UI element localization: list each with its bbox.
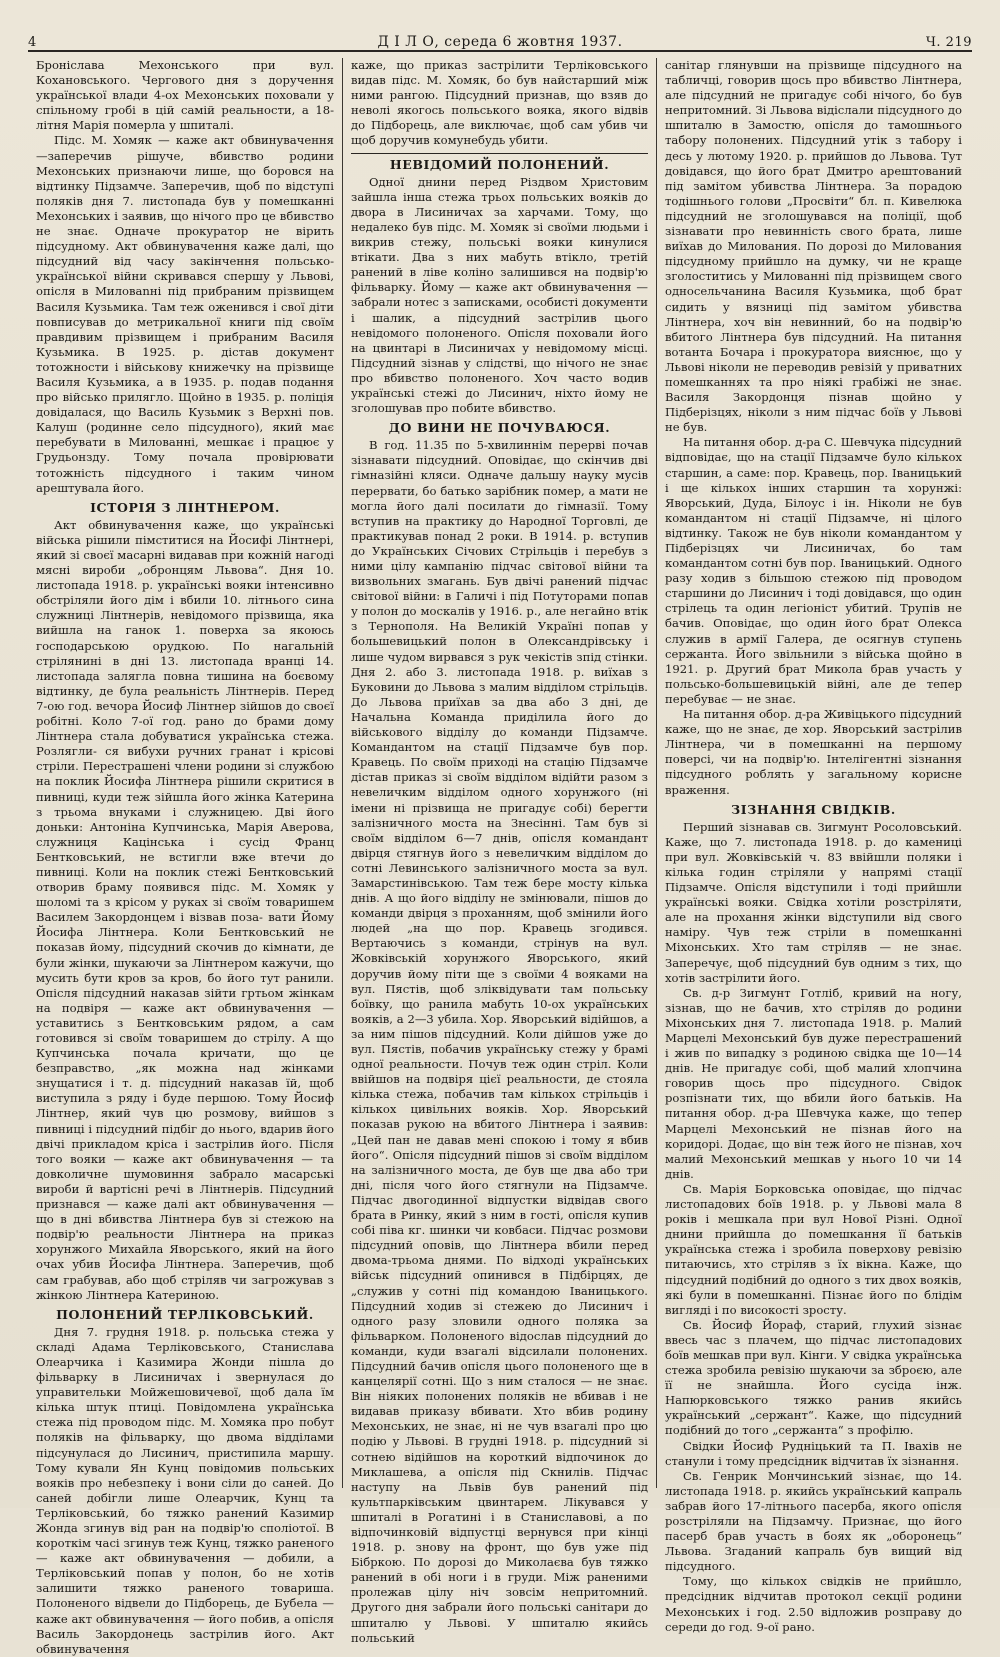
paragraph: В год. 11.35 по 5-хвилиннім перерві почав зізнавати підсудний. Оповідає, що скінчив дві гімназійні кляси. Одначе дальшу науку мусів перервати, бо батько зарібник помер, а мати не могла його далі посилати до гімназії. Тому вступив на практику до Народної Торговлі, де практикував понад 2 роки. В 1914. р. вступив до Українських Січових Стрільців і перебув з ними цілу кампанію підчас світової війни та визвольних змагань. Був двічі ранений підчас світової війни: в Галичі і під Потуторами попав у полон до москалів у 1916. р., але негайно втік з Тернополя. На Великій Україні попав у большевицький полон в Олександрівську і лише чудом вирвався з рук чекістів зпід стінки. Дня 2. або 3. листопада 1918. р. виїхав з Буковини до Львова з малим відділом стрільців. До Львова приїхав за два або 3 дні, де Начальна Команда приділила його до військового відділу до команди Підзамче. Командантом на стації Підзамче був пор. Кравець. По своїм приході на стацію Підзамче дістав приказ зі своїм відділом відійти разом з невеличким відділом одного хорунжого (ні імени ні прізвища не пригадує собі) берегти залізничного моста на Знесінні. Там був зі своїм відділом 6—7 днів, опісля командант двірця стягнув його з невеличким відділом до сотні Левинського залізничного моста за вул. Замарстинівською. Там теж бере мосту кілька днів. А що його відділу не змінювали, пішов до команди двірця з проханням, щоб змінили його людей „на що пор. Кравець згодився. Вертаючись з команди, стрінув на вул. Жовківській хорунжого Яворського, який доручив йому піти ще з своїми 4 вояками на вул. Пястів, щоб зліквідувати там польську боївку, що ранила мабуть 10-ох українських вояків, а 2—3 убила. Хор. Яворський відійшов, а за ним пішов підсудний. Коли дійшов уже до вул. Пястів, побачив українську стежу у брамі одної реальности. Почув теж один стріл. Коли ввійшов на подвіря цієї реальности, де стояла кілька стежа, побачив там кількох стрільців і кількох цивільних вояків. Хор. Яворський показав рукою на вбитого Лінтнера і заявив: „Цей пан не давав мені спокою і тому я вбив його“. Опісля підсудний пішов зі своїм відділом на залізничного моста, де був ще два або три дні, після чого його стягнули на Підзамче. Підчас двогодинної відпустки відвідав свого брата в Ринку, який з ним в гості, опісля купив собі піва кг. шинки чи ковбаси. Підчас розмови підсудний оповів, що Лінтнера вбили перед двома-трьома днями. По відході українських військ підсудний опинився в Підбірцях, де „служив у сотні під командою Іваницького. Підсудний ходив зі стежею до Лисинич і одного разу зловили одного поляка за фільварком. Полоненого відослав підсудний до команди, куди взагалі відсилали полонених. Підсудний бачив опісля цього полоненого ще в канцелярії сотні. Що з ним сталося — не знає. Він ніяких полонених поляків не вбивав і не видавав приказу вбивати. Хто вбив родину Мехонських, не знає, ні не чув взагалі про цю подію у Львові. В грудні 1918. р. підсудний зі сотнею відійшов на короткий відпочинок до Миклашева, а опісля під Скнилів. Підчас наступу на Львів був ранений під культпарківським цвинтарем. Лікувався у шпиталі в Рогатині і в Станиславові, а по відпочинковій відпустці вернувся при кінці 1918. р. знову на фронт, що був уже під Бібркою. По дорозі до Миколаєва був тяжко ранений в обі ноги і в груди. Між раненими пролежав цілу ніч зовсім непритомний. Другого дня забрали його польські санітари до шпиталю у Львові. У шпиталю якийсь польський — [351, 438, 648, 1645]
paragraph: Св. Марія Борковська оповідає, що підчас листопадових боїв 1918. р. у Львові мала 8 років і мешкала при вул Нової Різні. Одної днини прийшла до помешкання її батьків українська стежа і зробила поверхову ревізію питаючись, хто стріляв з їх вікна. Каже, що підсудний подібний до одного з тих двох вояків, які були в помешканні. Пізнає його по блідім вигляді і по високості зросту. — [665, 1181, 962, 1317]
paragraph: Перший зізнавав св. Зигмунт Росоловський. Каже, що 7. листопада 1918. р. до камениці при вул. Жовківській ч. 83 ввійшли поляки і кілька годин стріляли у напрямі стації Підзамче. Опісля відступили і тоді прийшли українські вояки. Свідка хотіли розстріляти, але на прохання жінки відступили від свого наміру. Чув теж стріли в помешканні Міхонських. Хто там стріляв — не знає. Заперечує, щоб підсудний був одним з тих, що хотів застрілити його. — [665, 819, 962, 985]
paragraph: санітар глянувши на прізвище підсудного на табличці, говорив щось про вбивство Лінтнера, але підсудний не пригадує собі нічого, бо був непритомний. Зі Львова відіслали підсудного до шпиталю в Замостю, опісля до тамошнього табору полонених. Підсудний утік з табору і десь у лютому 1920. р. прийшов до Львова. Тут довідався, що його брат Дмитро арештований під замітом убивства Лінтнера. За порадою тодішнього голови „Просвіти“ бл. п. Кивелюка підсудний не зголошувався на поліції, щоб зізнавати про невинність свого брата, лише виїхав до Милования. По дорозі до Милования підсудному прийшло на думку, чи не краще зголоститись у Милованні під прізвищем свого односельчанина Василя Кузьмика, щоб брат сидить у вязниці під замітом убивства Лінтнера, хоч він невинний, бо на подвір'ю вбитого Лінтнера був підсудний. На питання вотанта Бочара і прокуратора вияснює, що у Львові ніколи не переводив ревізій у приватних помешканнях та про ніякі грабіжі не знає. Василя Закордонця пізнав щойно у Підберізцях, ніколи з ним підчас боїв у Львові не був. — [665, 58, 962, 435]
column-2 — [342, 58, 656, 1645]
paragraph: Св. д-р Зигмунт Готліб, кривий на ногу, зізнав, що не бачив, хто стріляв до родини Міхонських дня 7. листопада 1918. р. Малий Марцелі Мехонський був дуже перестрашений і жив по випадку з родиною свідка ще 10—14 днів. Не пригадує собі, щоб малий хлопчина говорив щось про підсудного. Свідок розпізнати тих, що вбили його батьків. На питання обор. д-ра Шевчука каже, що тепер Марцелі Мехонський не пізнав його на коридорі. Додає, що він теж його не пізнав, хоч малий Мехонський мешкав у нього 10 чи 14 днів. — [665, 985, 962, 1181]
paragraph: Дня 7. грудня 1918. р. польська стежа у складі Адама Терліковського, Станислава Олеарчика і Казимира Жонди пішла до фільварку в Лисиничах і звернулася до управительки Мойжешовичевої, щоб дала їм кілька штук птиці. Повідомлена українська стежа під проводом підс. М. Хомяка про побут поляків на фільварку, що двома відділами підсунулася до Лисинич, пристипила маршу. Тому кували Ян Кунц повідомив польських вояків про небезпеку і вони сіли до саней. До саней добігли лише Олеарчик, Кунц та Терліковський, бо тяжко ранений Казимир Жонда згинув від ран на подвір'ю споліотої. В короткім часі згинув теж Кунц, тяжко раненого — каже акт обвинувачення — добили, а Терліковський попав у полон, бо не хотів залишити тяжко раненого товариша. Полоненого відвели до Підборець, де Бубела — каже акт обвинувачення — його побив, а опісля Василь Закордонець застрілив його. Акт обвинувачення — [36, 1324, 334, 1656]
section-heading: ЗІЗНАННЯ СВІДКІВ. — [731, 801, 896, 817]
paragraph: На питання обор. д-ра С. Шевчука підсудний відповідає, що на стації Підзамче було кількох старшин, а саме: пор. Кравець, пор. Іваницький і ще кількох інших старшин та хорунжі: Яворський, Дуда, Білоус і ін. Ніколи не був командантом ні стації Підзамче, ні цілого відтинку. Також не був ніколи командантом у Підберізцях чи Лисиничах, бо там командантом сотні був пор. Іваницький. Одного разу ходив з більшою стежою під проводом старшини до Лисинич і тоді довідався, що один стрілець та один легіоніст убитий. Трупів не бачив. Оповідає, що один його брат Олекса служив в армії Галера, де осягнув ступень сержанта. Його звільнили з війська щойно в 1921. р. Другий брат Микола брав участь у польсько-большевицькій війні, але де тепер перебуває — не знає. — [665, 435, 962, 706]
paragraph: Св. Генрик Мончинський зізнає, що 14. листопада 1918. р. якийсь український капраль забрав його 17-літнього пасерба, якого опісля розстріляли на Підзамчу. Признає, що його пасерб брав участь в боях як „оборонець“ Львова. Згаданий капраль був вищий від підсудного. — [665, 1468, 962, 1574]
paragraph: Св. Йосиф Йораф, старий, глухий зізнає ввесь час з плачем, що підчас листопадових боїв мешкав при вул. Кінги. У свідка українська стежа зробила ревізію шукаючи за зброєю, але її не знайшла. Його сусіда інж. Напюрковського тяжко ранив якийсь український „сержант“. Каже, що підсудний подібний до того „сержанта“ з профілю. — [665, 1317, 962, 1438]
page-number: 4 — [28, 35, 37, 50]
paragraph: Броніслава Мехонського при вул. Кохановського. Чергового дня з доручення української влади 4-ох Мехонських поховали у спільному гробі в цій самій реальности, а 18-літня Марія померла у шпиталі. — [36, 58, 334, 133]
section-heading: ІСТОРІЯ З ЛІНТНЕРОМ. — [90, 499, 280, 515]
paragraph: каже, що приказ застрілити Терліковського видав підс. М. Хомяк, бо був найстарший між ними рангою. Підсудний признав, що взяв до неволі якогось польського вояка, якого відвів до Підборець, але виключає, щоб сам убив чи щоб доручив комунебудь убити. — [351, 58, 648, 148]
paragraph: Акт обвинувачення каже, що українські війська рішили пімститися на Йосифі Лінтнері, який зі своєї масарні видавав при кожній нагоді мясні вироби „обронцям Львова“. Дня 10. листопада 1918. р. українські вояки інтенсивно обстріляли його дім і вбили 10. літнього сина служниці Лінтнерів, невідомого прізвища, яка вийшла на ганок 1. поверха за якоюсь господарською орудкою. По нагальній стрілянині в дні 13. листопада вранці 14. листопада залягла повна тишина на боєвому відтинку, де була реальність Лінтнерів. Перед 7-ою год. вечора Йосиф Лінтнер зійшов до своєї робітні. Коло 7-ої год. рано до брами дому Лінтнера стала добуватися українська стежа. Розлягли- ся вибухи ручних гранат і крісові стріли. Перестрашені члени родини зі службою на поклик Йосифа Лінтнера рішили скритися в пивниці, куди теж зійшла його жінка Катерина з трьома внуками і служницею. Дві його доньки: Антоніна Купчинська, Марія Аверова, служниця Кацінська і сусід Франц Бентковський, не встигли вже втечи до пивниці. Коли на поклик стежі Бентковський отворив браму появився підс. М. Хомяк у шоломі та з крісом у руках зі своїм товаришем Василем Закордонцем і візвав поза- вати Йому Йосифа Лінтнера. Коли Бентковський не показав йому, підсудний скочив до кімнати, де були жінки, шукаючи за Лінтнером кажучи, що мусить бути кров за кров, бо його тут ранили. Опісля підсудний наказав зійти гртьом жінкам на подвіря — каже акт обвинувачення — уставитись з Бентковським рядом, а сам готовився зі своїм товаришем до стрілу. А що Купчинська почала кричати, що це безправство, „як можна над жінками знущатися і т. д. підсудний наказав їй, щоб виступила з ряду і буде першою. Тому Йосиф Лінтнер, який чув цю розмову, вийшов з пивниці і підсудний підбіг до нього, вдарив його двічі прикладом кріса і застрілив його. Після того вояки — каже акт обвинувачення — та довколичне шумовиння забрало масарські вироби й вартісні речі в Лінтнерів. Підсудний признався — каже далі акт обвинувачення — що в дні вбивства Лінтнера був зі стежою на подвір'ю реальности Лінтнера на приказ хорунжого Михайла Яворського, який на його очах убив Йосифа Лінтнера. Заперечив, щоб сам грабував, або щоб стріляв чи загрожував з жінкою Лінтнера Катериною. — [36, 517, 334, 1302]
paragraph: На питання обор. д-ра Живіцького підсудний каже, що не знає, де хор. Яворський застрілив Лінтнера, чи в помешканні на першому поверсі, чи на подвір'ю. Інтелігентні зізнання підсудного роблять у загальному корисне враження. — [665, 707, 962, 797]
masthead-date: Д І Л О, середа 6 жовтня 1937. — [377, 34, 623, 50]
paragraph: Тому, що кількох свідків не прийшло, предсідник відчитав протокол секції родини Мехонських і год. 2.50 відложив розправу до середи до год. 9-ої рано. — [665, 1574, 962, 1634]
paragraph: Одної днини перед Різдвом Христовим зайшла інша стежа трьох польських вояків до двора в Лисиничах за харчами. Тому, що недалеко був підс. М. Хомяк зі своїми людьми і викрив стежу, польські вояки кинулися втікати. Два з них мабуть втікло, третій ранений в ліве коліно залишився на подвір'ю фільварку. Йому — каже акт обвинувачення — забрали нотес з записками, особисті документи і шалик, а підсудний застрілив цього невідомого полоненого. Опісля поховали його на цвинтарі в Лисиничах у невідомому місці. Підсудний зізнав у слідстві, що нічого не знає про вбивство полоненого. Хоч часто водив українські стежі до Лисинич, ніхто йому не зголошував про побите вбивство. — [351, 174, 648, 416]
article-columns — [28, 58, 972, 1656]
paragraph: Підс. М. Хомяк — каже акт обвинувачення —заперечив рішуче, вбивство родини Мехонських признаючи лише, що боровся на відтинку Підзамче. Заперечив, щоб по відступі поляків дня 7. листопада був у помешканні Мехонських і заявив, що нічого про це вбивство не знає. Одначе прокуратор не вірить підсудному. Акт обвинувачення каже далі, що підсудний від часу закінчення польсько-української війни скривався спершу у Львові, опісля в Миловanні під прибраним прізвищем Василя Кузьмика. Там теж оженився і свої діти повписував до метрикальної книги під своїм правдивим прізвищем і прибраним Василя Кузьмика. В 1925. р. дістав документ тотожности і військову книжечку на прізвище Василя Кузьмика, а в 1935. р. подав подання про військо прилягло. Щойно в 1935. р. полiція довідалася, що Василь Кузьмик з Верхні пов. Калуш (родинне село підсудного), який має перебувати в Милованні, мешкає і працює у Грудьонзду. Тому почала провірювати тотожність підсудного і таким чином арештувала його. — [36, 133, 334, 495]
page-header — [28, 28, 972, 52]
section-heading: НЕВІДОМИЙ ПОЛОНЕНИЙ. — [351, 153, 648, 172]
section-heading: ДО ВИНИ НЕ ПОЧУВАЮСЯ. — [388, 420, 611, 436]
column-1 — [28, 58, 342, 1656]
section-heading: ПОЛОНЕНИЙ ТЕРЛІКОВСЬКИЙ. — [56, 1306, 314, 1322]
paragraph: Свідки Йосиф Рудніцький та П. Івахів не станули і тому предсідник відчитав їх зізнання. — [665, 1438, 962, 1468]
column-3 — [656, 58, 970, 1634]
issue-number: Ч. 219 — [925, 35, 972, 50]
